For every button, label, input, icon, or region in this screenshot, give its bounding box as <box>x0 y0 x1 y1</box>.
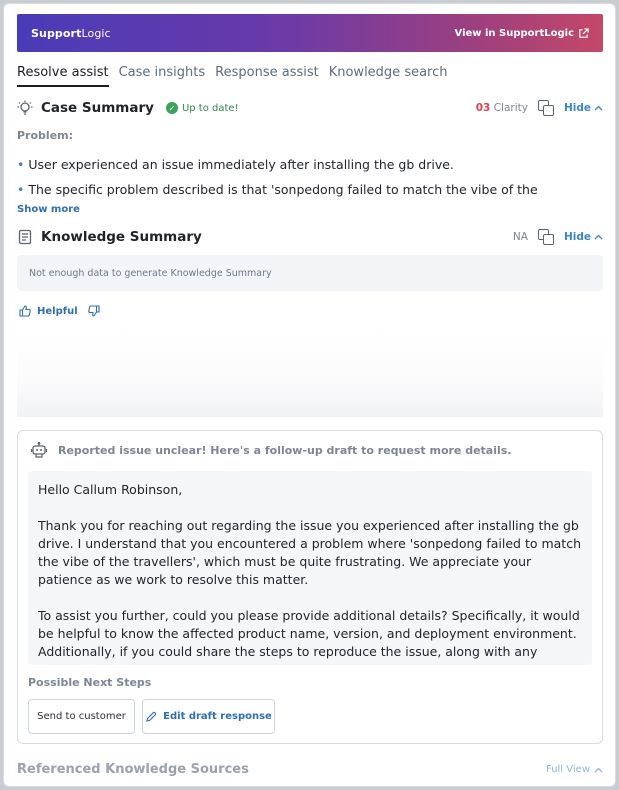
chevron-up-icon <box>594 234 603 240</box>
full-view-toggle[interactable] <box>546 764 603 775</box>
edit-button-label: Edit draft response <box>163 711 272 722</box>
fade-overlay <box>17 329 603 417</box>
knowledge-summary-actions <box>513 229 603 245</box>
draft-paragraph: Thank you for reaching out regarding the issue you experienced after installing the gb drive. I understand that you encountered a problem where 'sonpedong failed to match the vibe of the travellers', which must be quite frustrating. We appreciate your patience as we work to resolve this matter. <box>38 518 581 587</box>
problem-bullets <box>17 152 597 200</box>
bullet-text: The specific problem described is that 'sonpedong failed to match the vibe of the <box>28 182 538 197</box>
knowledge-summary-hide-toggle[interactable] <box>564 231 603 243</box>
draft-paragraph: To assist you further, could you please provide additional details? Specifically, it would be helpful to know the affected product name, version, and deployment environment. Additionally, if you could share the steps to reproduce the issue, along with any <box>38 608 580 659</box>
send-to-customer-button[interactable] <box>28 699 135 734</box>
header-banner <box>17 14 603 52</box>
draft-greeting: Hello Callum Robinson, <box>38 482 183 497</box>
case-summary-actions <box>476 100 603 116</box>
bullet-text: User experienced an issue immediately after installing the gb drive. <box>28 157 454 172</box>
list-item: • The specific problem described is that 'sonpedong failed to match the vibe of the <box>17 177 597 200</box>
clarity-label: Clarity <box>493 102 528 114</box>
list-item: • User experienced an issue immediately after installing the gb drive. <box>17 152 597 177</box>
tab-bar <box>17 65 448 87</box>
case-summary-hide-toggle[interactable] <box>564 102 603 114</box>
check-circle-icon: ✓ <box>166 102 178 114</box>
draft-header <box>30 441 512 459</box>
robot-icon <box>30 441 48 459</box>
tab-response-assist[interactable]: Response assist <box>215 65 319 80</box>
draft-heading: Reported issue unclear! Here's a follow-up draft to request more details. <box>58 443 512 457</box>
problem-label: Problem: <box>17 129 74 142</box>
view-in-supportlogic-link[interactable] <box>455 28 590 39</box>
copy-icon[interactable] <box>538 229 554 245</box>
up-to-date-badge <box>166 102 239 114</box>
copy-icon[interactable] <box>538 100 554 116</box>
chevron-up-icon <box>594 767 603 773</box>
knowledge-summary-title: Knowledge Summary <box>41 229 202 245</box>
logo-text-thin: Logic <box>81 26 111 40</box>
show-more-link[interactable]: Show more <box>17 204 80 215</box>
draft-response-text[interactable] <box>28 471 592 665</box>
external-link-icon <box>578 28 589 39</box>
clarity-score <box>476 102 528 114</box>
chevron-up-icon <box>594 105 603 111</box>
hide-label: Hide <box>563 102 591 114</box>
hide-label: Hide <box>563 231 591 243</box>
view-link-label: View in SupportLogic <box>454 27 574 39</box>
lightbulb-icon <box>17 100 33 116</box>
helpful-label[interactable]: Helpful <box>37 305 78 317</box>
referenced-sources-title: Referenced Knowledge Sources <box>17 762 249 777</box>
clarity-number: 03 <box>475 102 491 114</box>
case-summary-header <box>17 100 603 116</box>
supportlogic-logo <box>31 27 111 40</box>
tab-case-insights[interactable]: Case insights <box>118 65 206 80</box>
tab-knowledge-search[interactable]: Knowledge search <box>328 65 448 80</box>
thumbs-down-icon[interactable] <box>88 305 100 317</box>
next-steps-label: Possible Next Steps <box>28 676 152 689</box>
send-button-label: Send to customer <box>37 711 126 722</box>
follow-up-draft-card <box>17 430 603 744</box>
resolve-assist-panel <box>3 3 616 787</box>
up-to-date-label: Up to date! <box>181 102 239 114</box>
full-view-label: Full View <box>545 764 590 775</box>
knowledge-summary-empty: Not enough data to generate Knowledge Summary <box>17 255 603 291</box>
knowledge-summary-header <box>17 229 603 245</box>
tab-resolve-assist[interactable]: Resolve assist <box>17 65 109 87</box>
na-label: NA <box>512 231 528 243</box>
document-icon <box>17 229 33 245</box>
case-summary-title: Case Summary <box>41 100 154 116</box>
edit-draft-button[interactable] <box>142 699 275 734</box>
thumbs-up-icon[interactable] <box>19 305 31 317</box>
feedback-row <box>19 305 100 317</box>
logo-text-bold: Support <box>31 26 82 40</box>
referenced-sources-header <box>17 762 603 777</box>
pencil-icon <box>145 711 157 723</box>
